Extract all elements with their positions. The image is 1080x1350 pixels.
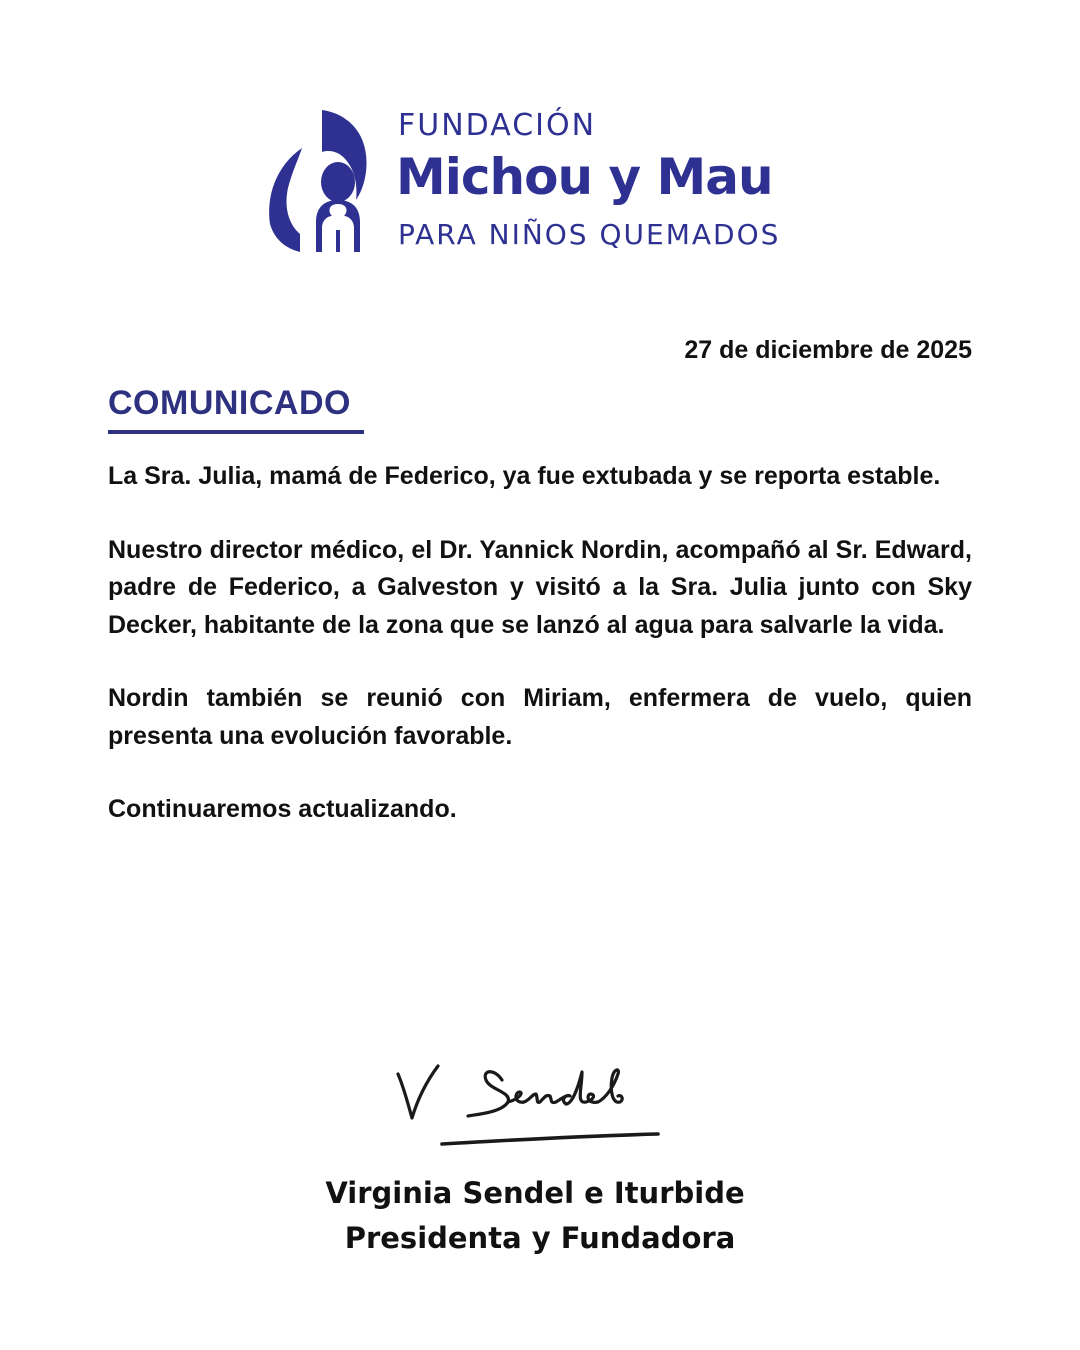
document-title: COMUNICADO	[108, 384, 351, 422]
paragraph: Nuestro director médico, el Dr. Yannick Nordin, acompañó al Sr. Edward, padre de Federico, a Galveston y visitó a la Sra. Julia junto con Sky Decker, habitante de la zona que se lanzó al agua para salvarle la vida.	[108, 535, 972, 639]
logo-line-name: Michou y Mau	[396, 148, 773, 206]
paragraph: Nordin también se reunió con Miriam, enfermera de vuelo, quien presenta una evolución favorable.	[108, 684, 972, 750]
paragraph: Continuaremos actualizando.	[108, 795, 457, 823]
handwritten-signature-icon	[390, 1058, 690, 1153]
foundation-logo	[266, 106, 826, 256]
signer-title: Presidenta y Fundadora	[344, 1221, 736, 1255]
signer-name: Virginia Sendel e Iturbide	[325, 1176, 745, 1210]
paragraph: La Sra. Julia, mamá de Federico, ya fue extubada y se reporta estable.	[108, 462, 941, 490]
document-date: 27 de diciembre de 2025	[684, 336, 972, 364]
logo-line-fundacion: FUNDACIÓN	[398, 108, 597, 143]
title-underline	[108, 430, 364, 434]
logo-line-tagline: PARA NIÑOS QUEMADOS	[398, 218, 781, 251]
document-body	[108, 458, 972, 865]
foundation-mother-child-icon	[266, 106, 376, 256]
